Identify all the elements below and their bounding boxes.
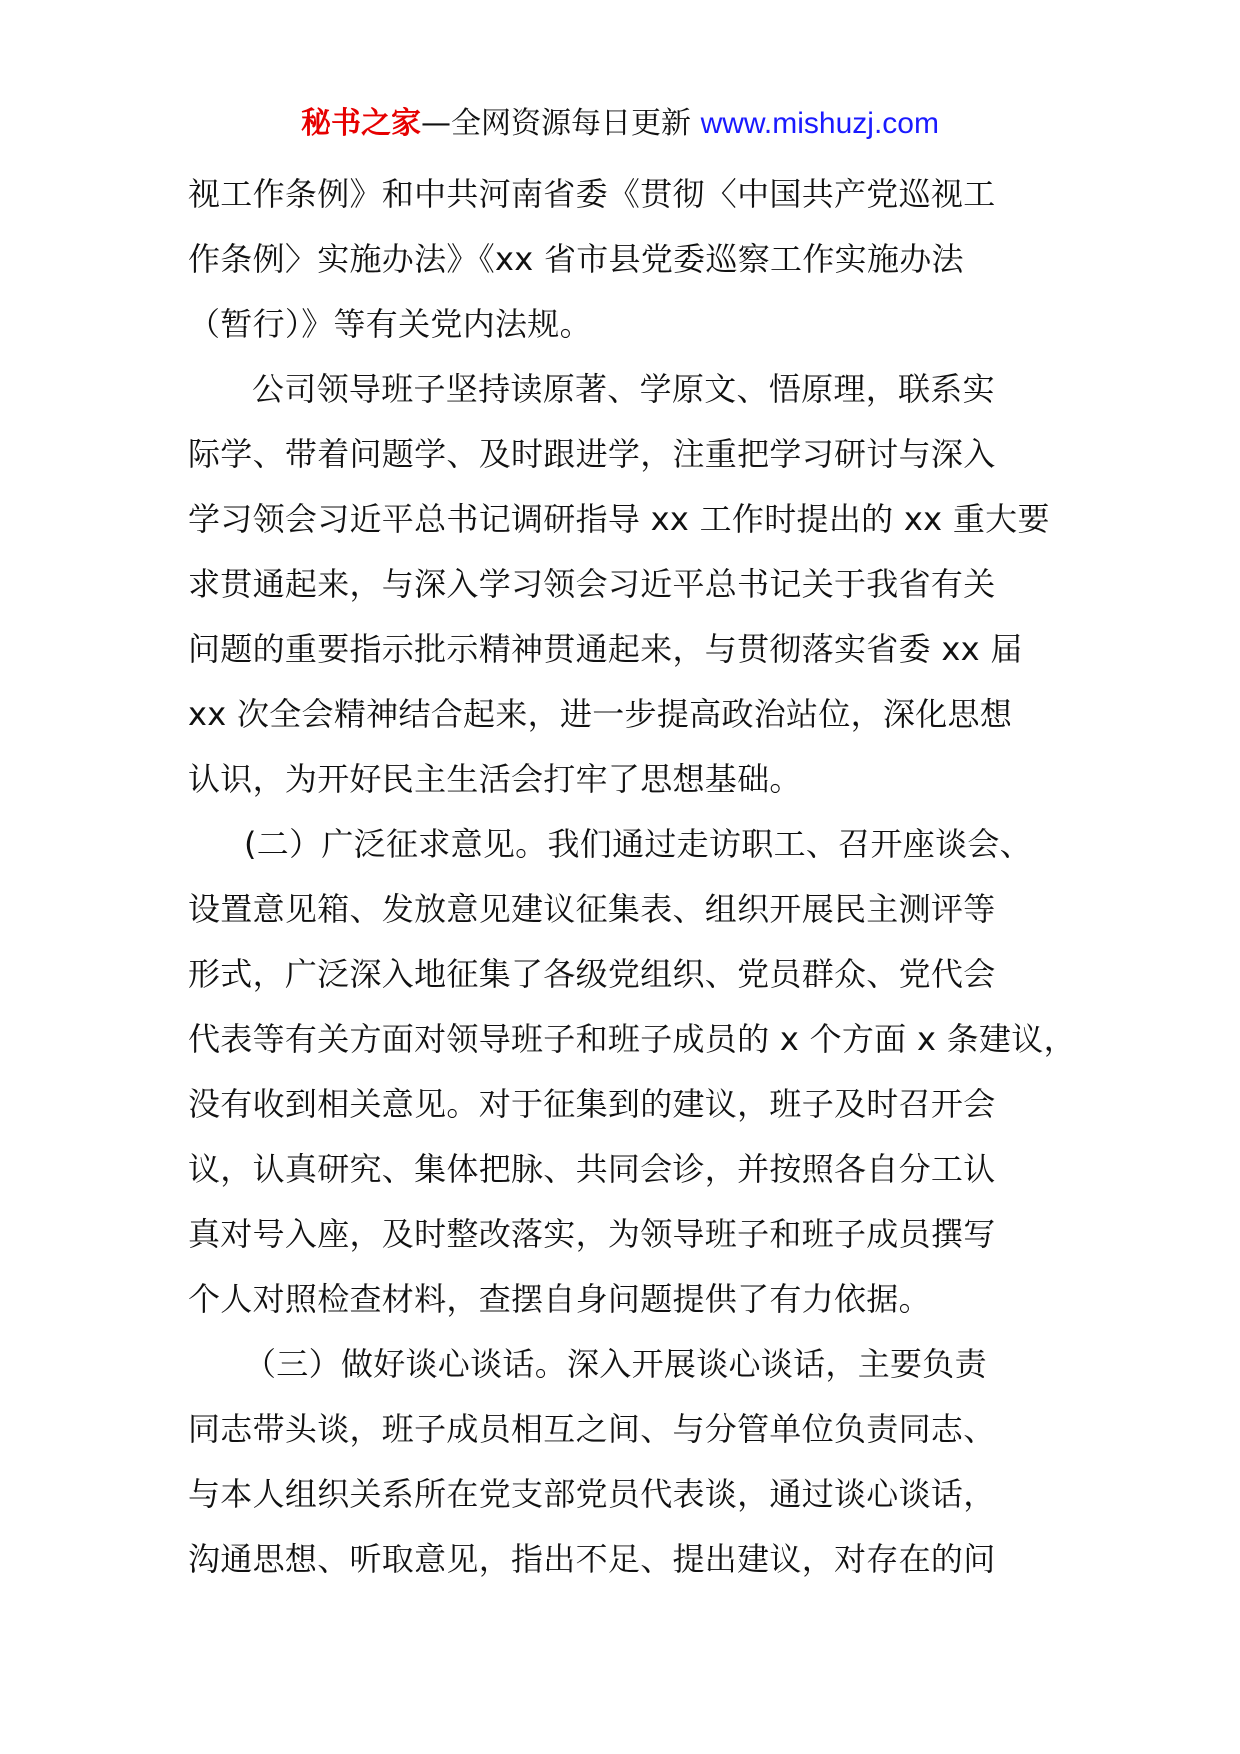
text-line: 形式，广泛深入地征集了各级党组织、党员群众、党代会	[188, 955, 996, 993]
section-heading-line: (二）广泛征求意见。我们通过走访职工、召开座谈会、	[244, 825, 1032, 863]
document-body	[188, 162, 1076, 1592]
section-heading-line: （三）做好谈心谈话。深入开展谈心谈话，主要负责	[244, 1345, 987, 1383]
brand-name: 秘书之家	[301, 106, 422, 141]
text-line: 个人对照检查材料，查摆自身问题提供了有力依据。	[188, 1280, 931, 1318]
text-line: 代表等有关方面对领导班子和班子成员的 x 个方面 x 条建议，	[188, 1020, 1076, 1058]
text-line: 议，认真研究、集体把脉、共同会诊，并按照各自分工认	[188, 1150, 996, 1188]
text-line: 认识，为开好民主生活会打牢了思想基础。	[188, 760, 802, 798]
text-line: 设置意见箱、发放意见建议征集表、组织开展民主测评等	[188, 890, 996, 928]
text-line: 同志带头谈，班子成员相互之间、与分管单位负责同志、	[188, 1410, 996, 1448]
text-line: （暂行）》等有关党内法规。	[188, 305, 592, 343]
text-line: 问题的重要指示批示精神贯通起来，与贯彻落实省委 xx 届	[188, 630, 1023, 668]
paragraph-start-line: 公司领导班子坚持读原著、学原文、悟原理，联系实	[252, 370, 995, 408]
site-url-link[interactable]: www.mishuzj.com	[700, 107, 939, 140]
text-line: 作条例〉实施办法》《xx 省市县党委巡察工作实施办法	[188, 240, 964, 278]
header-slogan: —全网资源每日更新	[421, 106, 701, 141]
text-line: 真对号入座，及时整改落实，为领导班子和班子成员撰写	[188, 1215, 996, 1253]
text-line: 与本人组织关系所在党支部党员代表谈，通过谈心谈话，	[188, 1475, 996, 1513]
text-line: 没有收到相关意见。对于征集到的建议，班子及时召开会	[188, 1085, 996, 1123]
text-line: 学习领会习近平总书记调研指导 xx 工作时提出的 xx 重大要	[188, 500, 1050, 538]
text-line: 求贯通起来，与深入学习领会习近平总书记关于我省有关	[188, 565, 996, 603]
site-header	[0, 102, 1240, 146]
text-line: 视工作条例》和中共河南省委《贯彻〈中国共产党巡视工	[188, 175, 996, 213]
text-line: 沟通思想、听取意见，指出不足、提出建议，对存在的问	[188, 1540, 996, 1578]
text-line: 际学、带着问题学、及时跟进学，注重把学习研讨与深入	[188, 435, 996, 473]
text-line: xx 次全会精神结合起来，进一步提高政治站位，深化思想	[188, 695, 1013, 733]
